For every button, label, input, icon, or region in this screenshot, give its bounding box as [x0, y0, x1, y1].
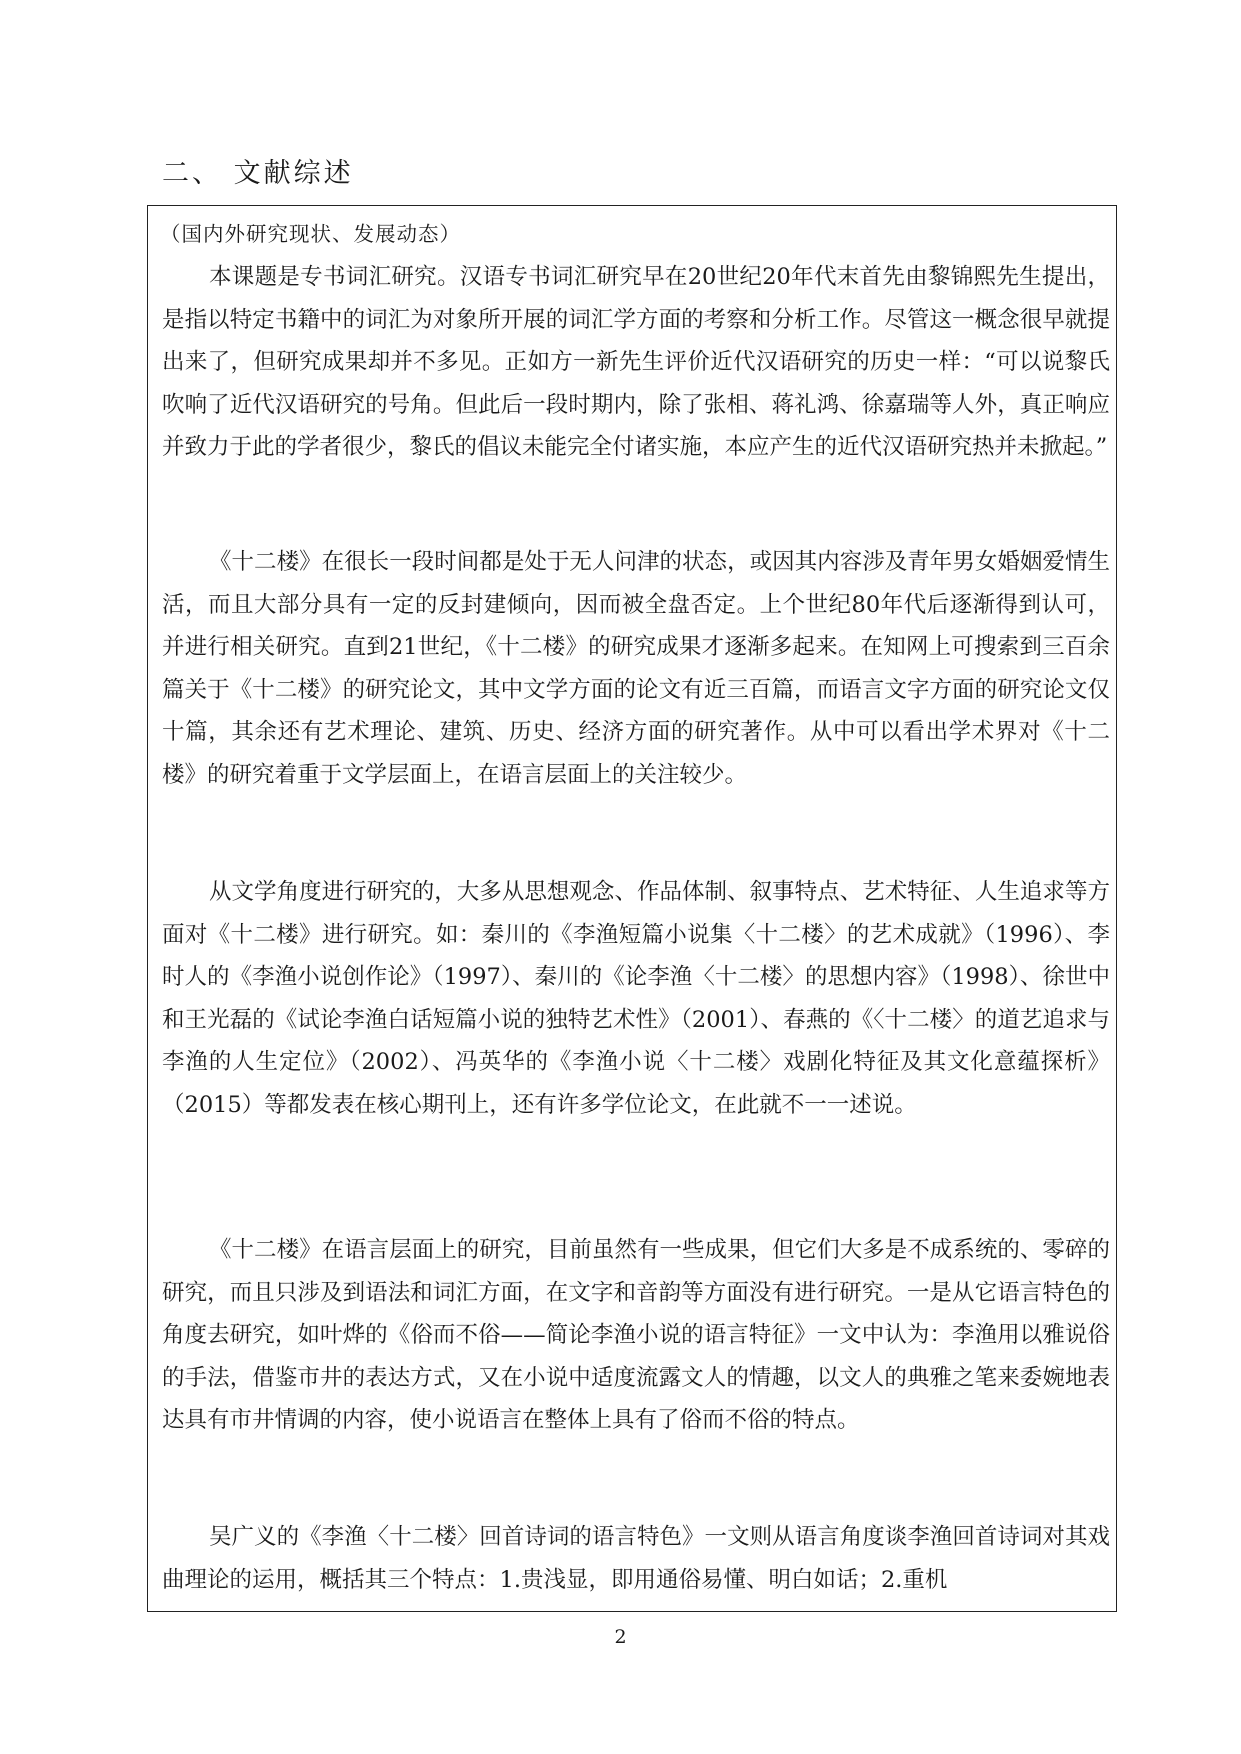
paragraph-research-status: 《十二楼》在很长一段时间都是处于无人问津的状态，或因其内容涉及青年男女婚姻爱情生活，而且大部分具有一定的反封建倾向，因而被全盘否定。上个世纪80年代后逐渐得到认可，并进行相关研究。直到21世纪，《十二楼》的研究成果才逐渐多起来。在知网上可搜索到三百余篇关于《十二楼》的研究论文，其中文学方面的论文有近三百篇，而语言文字方面的研究论文仅十篇，其余还有艺术理论、建筑、历史、经济方面的研究著作。从中可以看出学术界对《十二楼》的研究着重于文学层面上，在语言层面上的关注较少。 [162, 549, 1110, 788]
paragraph-intro: 本课题是专书词汇研究。汉语专书词汇研究早在20世纪20年代末首先由黎锦熙先生提出，是指以特定书籍中的词汇为对象所开展的词汇学方面的考察和分析工作。尽管这一概念很早就提出来了，但研究成果却并不多见。正如方一新先生评价近代汉语研究的历史一样：“可以说黎氏吹响了近代汉语研究的号角。但此后一段时期内，除了张相、蒋礼鸿、徐嘉瑞等人外，真正响应并致力于此的学者很少，黎氏的倡议未能完全付诸实施，本应产生的近代汉语研究热并未掀起。” [162, 264, 1110, 461]
section-note: （国内外研究现状、发展动态） [160, 222, 461, 246]
literature-review-box [147, 205, 1117, 1612]
paragraph-poetry-language: 吴广义的《李渔〈十二楼〉回首诗词的语言特色》一文则从语言角度谈李渔回首诗词对其戏曲理论的运用，概括其三个特点：1.贵浅显，即用通俗易懂、明白如话；2.重机 [162, 1524, 1110, 1593]
paragraph-literary-studies: 从文学角度进行研究的，大多从思想观念、作品体制、叙事特点、艺术特征、人生追求等方面对《十二楼》进行研究。如：秦川的《李渔短篇小说集〈十二楼〉的艺术成就》（1996）、李时人的《李渔小说创作论》（1997）、秦川的《论李渔〈十二楼〉的思想内容》（1998）、徐世中和王光磊的《试论李渔白话短篇小说的独特艺术性》（2001）、春燕的《〈十二楼〉的道艺追求与李渔的人生定位》（2002）、冯英华的《李渔小说〈十二楼〉戏剧化特征及其文化意蕴探析》（2015）等都发表在核心期刊上，还有许多学位论文，在此就不一一述说。 [162, 879, 1110, 1118]
page-number: 2 [614, 1626, 627, 1648]
section-heading: 二、 文献综述 [162, 158, 354, 189]
paragraph-language-studies: 《十二楼》在语言层面上的研究，目前虽然有一些成果，但它们大多是不成系统的、零碎的研究，而且只涉及到语法和词汇方面，在文字和音韵等方面没有进行研究。一是从它语言特色的角度去研究，如叶烨的《俗而不俗——简论李渔小说的语言特征》一文中认为：李渔用以雅说俗的手法，借鉴市井的表达方式，又在小说中适度流露文人的情趣，以文人的典雅之笔来委婉地表达具有市井情调的内容，使小说语言在整体上具有了俗而不俗的特点。 [162, 1237, 1110, 1434]
